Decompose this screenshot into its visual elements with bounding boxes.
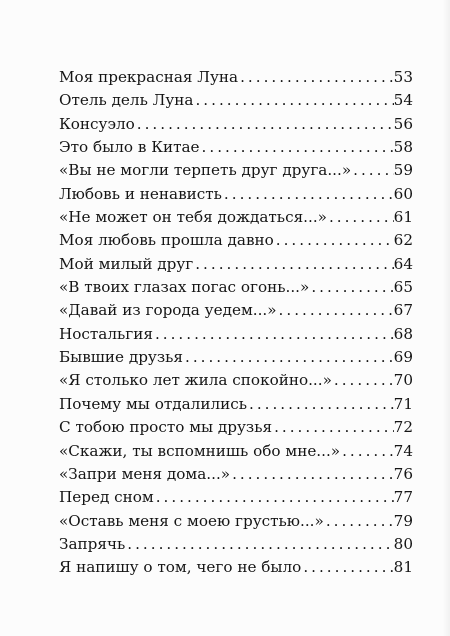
toc-entry-title: Ностальгия — [59, 324, 153, 343]
toc-entry-title: «Оставь меня с моею грустью...» — [59, 511, 324, 530]
toc-entry — [59, 325, 413, 348]
toc-entry-title: Консуэло — [59, 114, 135, 133]
toc-entry-page: 62 — [393, 231, 413, 250]
toc-dot-leader — [351, 161, 394, 179]
toc-dot-leader — [135, 115, 394, 133]
toc-dot-leader — [277, 301, 394, 319]
toc-entry-page: 71 — [393, 394, 413, 413]
toc-dot-leader — [301, 558, 393, 576]
toc-entry-page: 65 — [393, 278, 413, 297]
toc-entry-title: «Вы не могли терпеть друг друга...» — [59, 161, 352, 180]
toc-entry — [59, 348, 413, 371]
toc-entry — [59, 231, 413, 254]
toc-entry-page: 69 — [393, 348, 413, 367]
toc-entry-title: Моя прекрасная Луна — [59, 68, 239, 86]
table-of-contents — [59, 68, 413, 582]
toc-entry — [59, 371, 413, 394]
toc-entry-title: Отель дель Луна — [59, 91, 194, 110]
toc-dot-leader — [183, 348, 394, 366]
toc-entry — [59, 512, 413, 535]
toc-dot-leader — [193, 255, 393, 273]
toc-entry-title: Почему мы отдалились — [59, 394, 247, 413]
toc-entry — [59, 535, 413, 558]
toc-entry-title: «Скажи, ты вспомнишь обо мне...» — [59, 441, 341, 460]
toc-entry — [59, 395, 413, 418]
toc-entry-page: 72 — [393, 418, 413, 437]
toc-entry-page: 81 — [393, 558, 413, 577]
toc-entry-title: «Запри меня дома...» — [59, 464, 231, 483]
toc-entry — [59, 442, 413, 465]
toc-entry-page: 74 — [393, 441, 413, 460]
toc-entry — [59, 91, 413, 114]
toc-entry-page: 54 — [393, 91, 413, 110]
toc-entry-title: «Не может он тебя дождаться...» — [59, 208, 327, 227]
toc-entry-page: 61 — [393, 208, 413, 227]
toc-entry — [59, 138, 413, 161]
toc-entry-page: 53 — [393, 68, 413, 86]
toc-entry — [59, 208, 413, 231]
toc-entry — [59, 418, 413, 441]
toc-dot-leader — [274, 231, 394, 249]
toc-entry-title: Я напишу о том, чего не было — [59, 558, 302, 577]
toc-entry-title: Моя любовь прошла давно — [59, 231, 274, 250]
toc-entry — [59, 465, 413, 488]
page-edge-shadow — [442, 0, 450, 636]
toc-dot-leader — [193, 91, 393, 109]
toc-dot-leader — [230, 465, 394, 483]
toc-dot-leader — [238, 68, 394, 86]
toc-dot-leader — [340, 442, 394, 460]
toc-entry-page: 80 — [393, 534, 413, 553]
toc-entry-title: Любовь и ненависть — [59, 184, 222, 203]
toc-entry-title: «Я столько лет жила спокойно...» — [59, 371, 332, 390]
toc-dot-leader — [272, 418, 394, 436]
toc-entry — [59, 68, 413, 91]
toc-entry-page: 56 — [393, 114, 413, 133]
toc-entry-page: 68 — [393, 324, 413, 343]
toc-entry-page: 59 — [393, 161, 413, 180]
toc-entry — [59, 301, 413, 324]
toc-entry — [59, 115, 413, 138]
toc-entry-title: Мой милый друг — [59, 254, 194, 273]
toc-entry-page: 70 — [393, 371, 413, 390]
toc-entry-title: «Давай из города уедем...» — [59, 301, 277, 320]
toc-dot-leader — [324, 512, 394, 530]
toc-entry — [59, 161, 413, 184]
toc-entry-title: «В твоих глазах погас огонь...» — [59, 278, 310, 297]
toc-dot-leader — [309, 278, 393, 296]
toc-dot-leader — [247, 395, 394, 413]
toc-entry-page: 58 — [393, 138, 413, 157]
toc-entry-title: С тобою просто мы друзья — [59, 418, 273, 437]
toc-entry-page: 64 — [393, 254, 413, 273]
toc-dot-leader — [200, 138, 394, 156]
toc-dot-leader — [153, 325, 394, 343]
toc-entry-page: 60 — [393, 184, 413, 203]
toc-dot-leader — [222, 185, 394, 203]
toc-entry — [59, 255, 413, 278]
toc-dot-leader — [125, 535, 393, 553]
toc-entry — [59, 558, 413, 581]
toc-entry-page: 77 — [393, 488, 413, 507]
toc-entry — [59, 278, 413, 301]
toc-entry-page: 67 — [393, 301, 413, 320]
toc-entry-page: 79 — [393, 511, 413, 530]
toc-entry-page: 76 — [393, 464, 413, 483]
toc-entry-title: Запрячь — [59, 534, 126, 553]
toc-entry — [59, 185, 413, 208]
toc-entry-title: Бывшие друзья — [59, 348, 183, 367]
toc-entry — [59, 488, 413, 511]
toc-dot-leader — [327, 208, 394, 226]
toc-entry-title: Перед сном — [59, 488, 154, 507]
toc-entry-title: Это было в Китае — [59, 138, 200, 157]
toc-dot-leader — [332, 371, 394, 389]
toc-dot-leader — [154, 488, 394, 506]
